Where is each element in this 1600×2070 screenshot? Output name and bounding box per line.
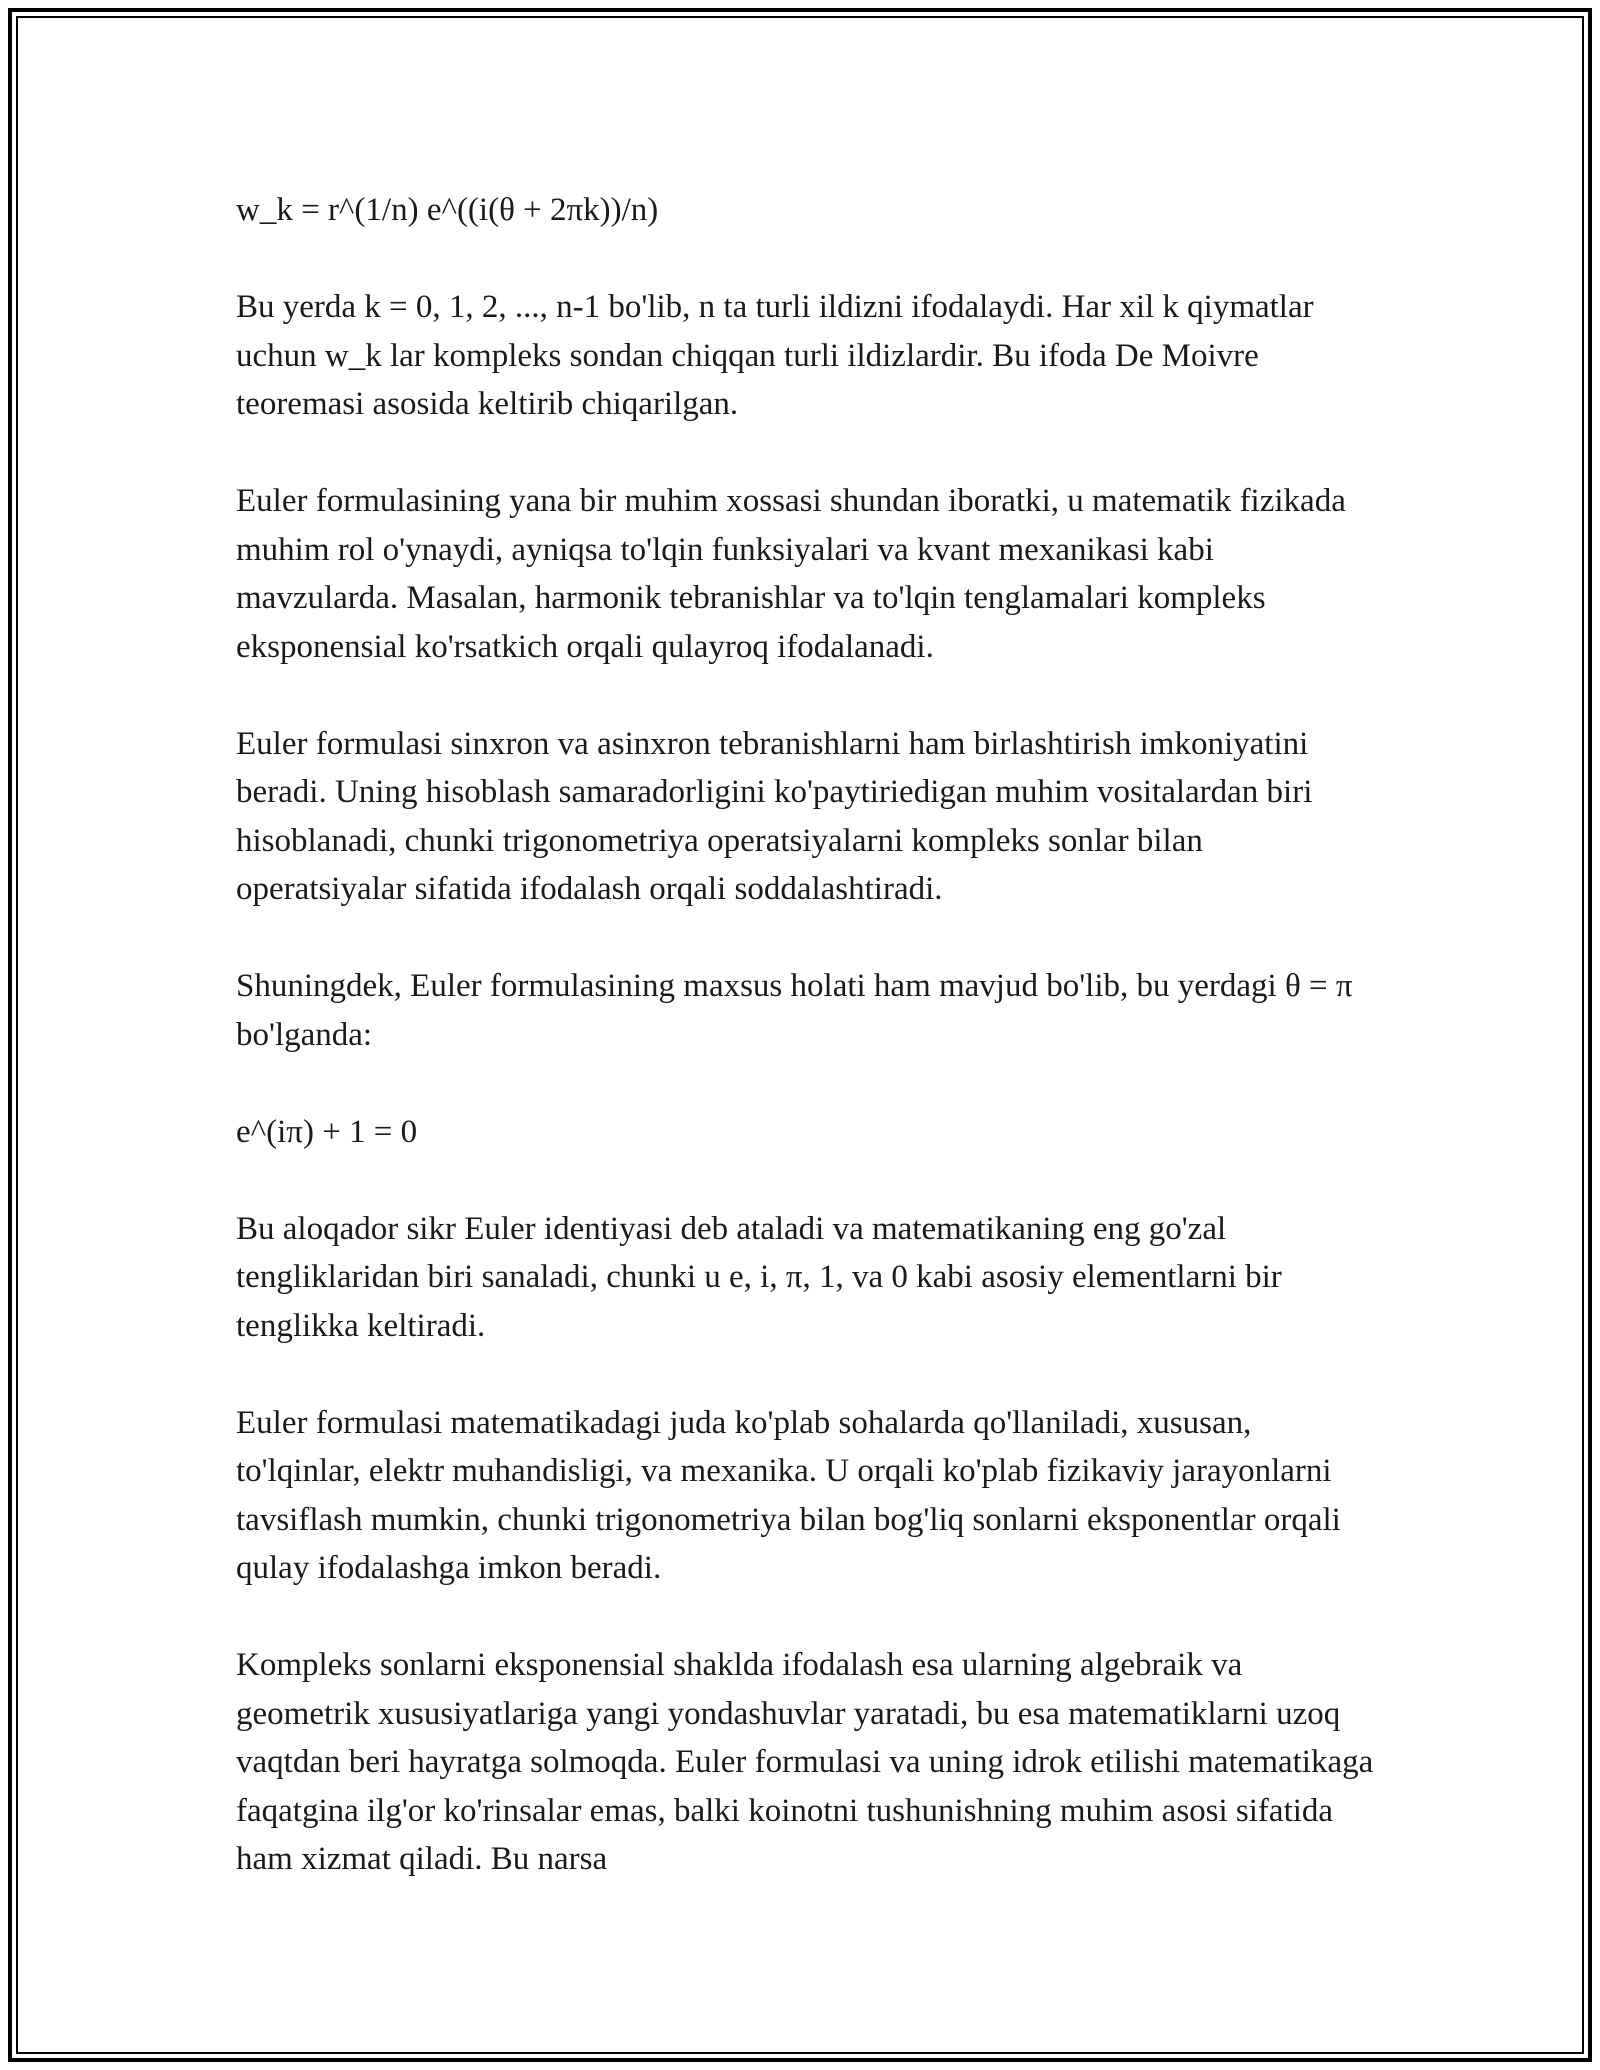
- paragraph-exponential-form: Kompleks sonlarni eksponensial shaklda ifodalash esa ularning algebraik va geometrik xususiyatlariga yangi yondashuvlar yaratadi, bu esa matematiklarni uzoq vaqtdan beri hayratga solmoqda. Euler formulasi va uning idrok etilishi matematikaga faqatgina ilg'or ko'rinsalar emas, balki koinotni tushunishning muhim asosi sifatida ham xizmat qiladi. Bu narsa: [236, 1647, 1374, 1877]
- formula-roots: w_k = r^(1/n) e^((i(θ + 2πk))/n): [236, 192, 659, 228]
- paragraph-identity: Bu aloqador sikr Euler identiyasi deb ataladi va matematikaning eng go'zal tengliklaridan biri sanaladi, chunki u e, i, π, 1, va 0 kabi asosiy elementlarni bir tenglikka keltiradi.: [236, 1210, 1282, 1344]
- paragraph-roots-explanation: Bu yerda k = 0, 1, 2, ..., n-1 bo'lib, n ta turli ildizni ifodalaydi. Har xil k qiymatlar uchun w_k lar kompleks sondan chiqqan turli ildizlardir. Bu ifoda De Moivre teoremasi asosida keltirib chiqarilgan.: [236, 289, 1314, 422]
- paragraph-oscillations: Euler formulasi sinxron va asinxron tebranishlarni ham birlashtirish imkoniyatini beradi. Uning hisoblash samaradorligini ko'paytiriedigan muhim vositalardan biri hisoblanadi, chunki trigonometriya operatsiyalarni kompleks sonlar bilan operatsiyalar sifatida ifodalash orqali soddalashtiradi.: [236, 725, 1313, 907]
- document-body: [236, 186, 1376, 1932]
- paragraph-physics: Euler formulasining yana bir muhim xossasi shundan iboratki, u matematik fizikada muhim rol o'ynaydi, ayniqsa to'lqin funksiyalari va kvant mexanikasi kabi mavzularda. Masalan, harmonik tebranishlar va to'lqin tenglamalari kompleks eksponensial ko'rsatkich orqali qulayroq ifodalanadi.: [236, 483, 1346, 665]
- paragraph-applications: Euler formulasi matematikadagi juda ko'plab sohalarda qo'llaniladi, xususan, to'lqinlar, elektr muhandisligi, va mexanika. U orqali ko'plab fizikaviy jarayonlarni tavsiflash mumkin, chunki trigonometriya bilan bog'liq sonlarni eksponentlar orqali qulay ifodalashga imkon beradi.: [236, 1404, 1341, 1586]
- formula-euler-identity: e^(iπ) + 1 = 0: [236, 1113, 418, 1150]
- paragraph-special-case: Shuningdek, Euler formulasining maxsus holati ham mavjud bo'lib, bu yerdagi θ = π bo'lganda:: [236, 968, 1353, 1053]
